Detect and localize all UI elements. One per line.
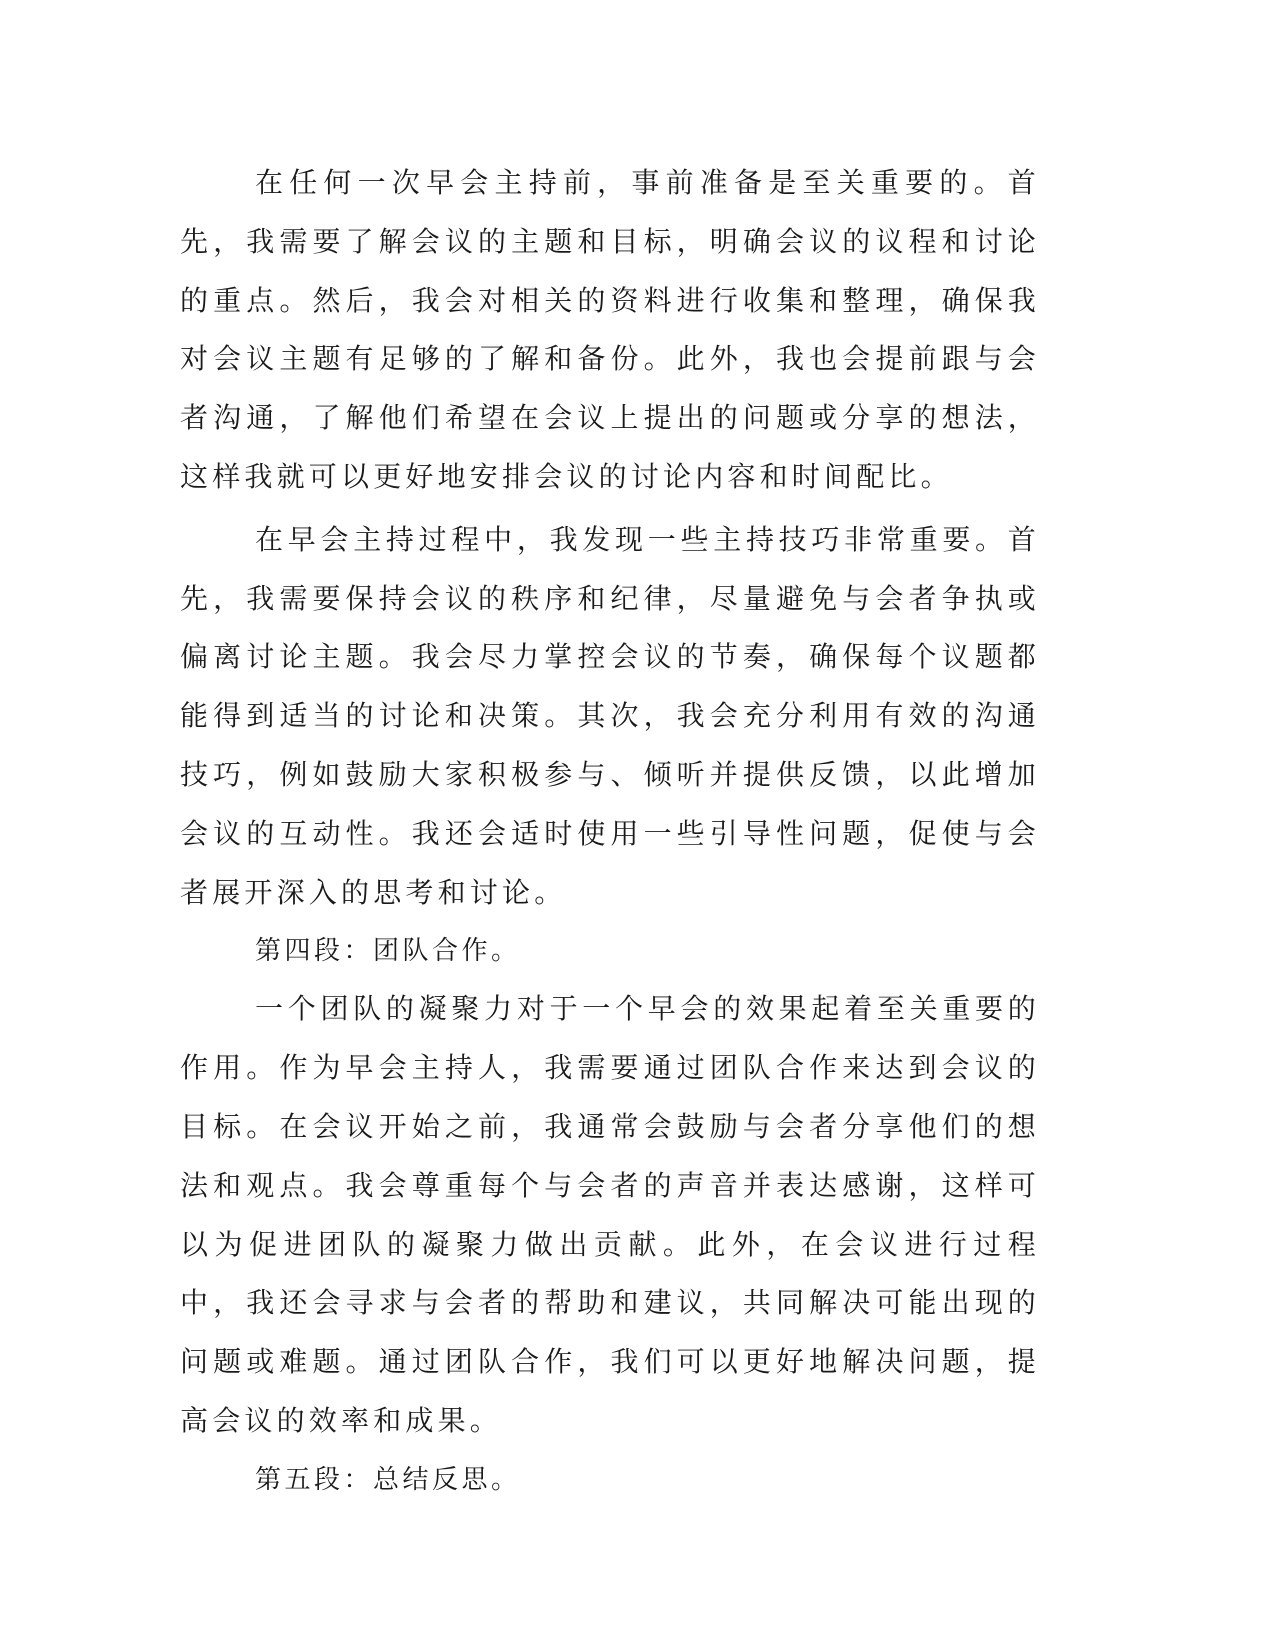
paragraph-preparation: 在任何一次早会主持前，事前准备是至关重要的。首先，我需要了解会议的主题和目标，明确会议的议程和讨论的重点。然后，我会对相关的资料进行收集和整理，确保我对会议主题有足够的了解和备份。此外，我也会提前跟与会者沟通，了解他们希望在会议上提出的问题或分享的想法，这样我就可以更好地安排会议的讨论内容和时间配比。 — [180, 166, 1040, 493]
paragraph-teamwork: 一个团队的凝聚力对于一个早会的效果起着至关重要的作用。作为早会主持人，我需要通过团队合作来达到会议的目标。在会议开始之前，我通常会鼓励与会者分享他们的想法和观点。我会尊重每个与会者的声音并表达感谢，这样可以为促进团队的凝聚力做出贡献。此外，在会议进行过程中，我还会寻求与会者的帮助和建议，共同解决可能出现的问题或难题。通过团队合作，我们可以更好地解决问题，提高会议的效率和成果。 — [180, 992, 1040, 1437]
section-heading-summary: 第五段：总结反思。 — [255, 1464, 521, 1495]
section-heading-teamwork: 第四段：团队合作。 — [255, 936, 521, 967]
document-body — [180, 154, 1040, 1509]
paragraph-hosting-skills: 在早会主持过程中，我发现一些主持技巧非常重要。首先，我需要保持会议的秩序和纪律，尽量避免与会者争执或偏离讨论主题。我会尽力掌控会议的节奏，确保每个议题都能得到适当的讨论和决策。其次，我会充分利用有效的沟通技巧，例如鼓励大家积极参与、倾听并提供反馈，以此增加会议的互动性。我还会适时使用一些引导性问题，促使与会者展开深入的思考和讨论。 — [180, 522, 1040, 909]
